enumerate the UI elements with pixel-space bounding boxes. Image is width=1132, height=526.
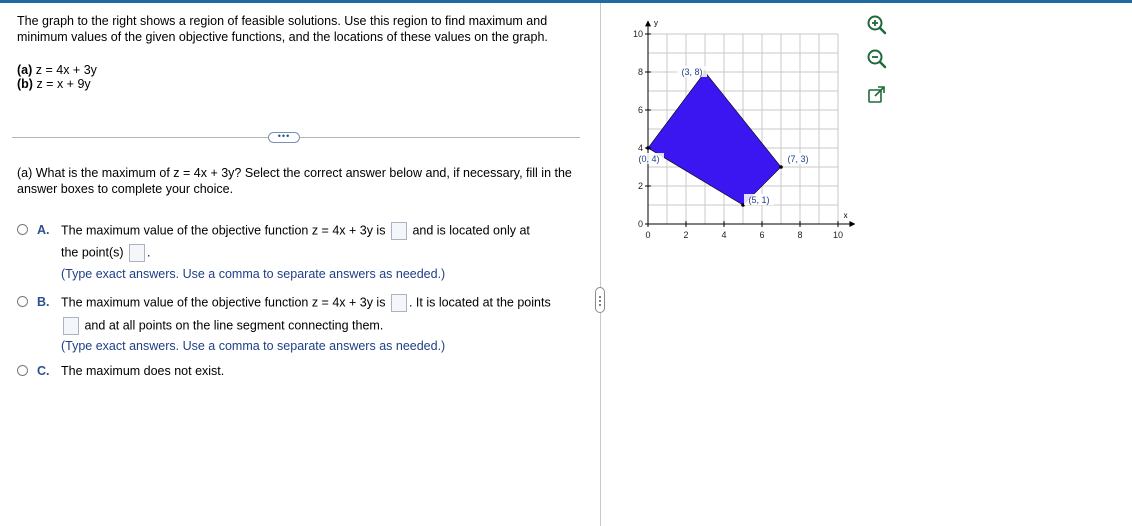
option-b-text2: . It is located at the points: [408, 295, 551, 310]
zoom-out-icon[interactable]: [866, 48, 888, 70]
option-b-text3: and at all points on the line segment connecting them.: [84, 318, 384, 333]
option-b-value-box[interactable]: [391, 294, 407, 312]
option-c-letter: C.: [37, 364, 50, 378]
x-tick-label: 4: [721, 230, 727, 240]
option-a-value-box[interactable]: [391, 222, 407, 240]
x-tick-label: 10: [832, 230, 844, 240]
option-b-hint: (Type exact answers. Use a comma to separate answers as needed.): [61, 339, 446, 353]
option-b-text1: The maximum value of the objective function z = 4x + 3y is: [61, 295, 386, 310]
question-pane: [0, 3, 600, 526]
option-a-points-box[interactable]: [129, 244, 145, 262]
function-a-expr: z = 4x + 3y: [35, 63, 97, 77]
option-a-line1: [61, 222, 530, 240]
option-b-points-box[interactable]: [63, 317, 79, 335]
function-b-label: (b): [17, 77, 33, 91]
y-tick-label: 6: [637, 105, 643, 115]
function-a-label: (a): [17, 63, 33, 77]
objective-function-b: [17, 77, 91, 91]
vertex-label: (0, 4): [638, 154, 660, 164]
vertex-point: [646, 146, 650, 150]
option-a-line2: [61, 244, 151, 262]
question-text: (a) What is the maximum of z = 4x + 3y? Select the correct answer below and, if necessary, fill in the answer boxes to complete your choice.: [17, 166, 572, 196]
x-tick-label: 2: [683, 230, 689, 240]
option-b-radio[interactable]: [17, 296, 28, 307]
option-a-text1: The maximum value of the objective function z = 4x + 3y is: [61, 223, 386, 238]
option-c-text: The maximum does not exist.: [61, 364, 225, 378]
y-tick-label: 8: [637, 67, 643, 77]
y-tick-label: 10: [632, 29, 643, 39]
x-tick-label: 6: [759, 230, 765, 240]
option-a-text2: and is located only at: [412, 223, 530, 238]
feasible-region: [648, 72, 781, 205]
function-b-expr: z = x + 9y: [36, 77, 91, 91]
objective-function-a: [17, 63, 97, 77]
pane-divider: [600, 3, 601, 526]
option-a-text3: the point(s): [61, 245, 124, 260]
option-b-line2: [61, 317, 383, 335]
vertex-label: (5, 1): [748, 195, 770, 205]
option-a-text3-end: .: [147, 245, 151, 260]
expand-handle[interactable]: •••: [268, 132, 300, 143]
y-tick-label: 2: [637, 181, 643, 191]
y-axis-arrow: [645, 20, 651, 26]
y-tick-label: 0: [637, 219, 643, 229]
pane-resize-handle[interactable]: [595, 287, 605, 313]
vertex-label: (3, 8): [681, 67, 703, 77]
popout-icon[interactable]: [866, 84, 888, 106]
x-tick-label: 8: [797, 230, 803, 240]
x-axis-arrow: [849, 221, 855, 227]
x-tick-label: 0: [645, 230, 651, 240]
option-a-letter: A.: [37, 223, 50, 237]
option-b-letter: B.: [37, 295, 50, 309]
vertex-point: [779, 165, 783, 169]
option-b-line1: [61, 294, 551, 312]
y-axis-label: y: [654, 18, 658, 28]
option-a-radio[interactable]: [17, 224, 28, 235]
problem-intro: The graph to the right shows a region of feasible solutions. Use this region to find maximum and minimum values of the given objective functions, and the locations of these values on the graph.: [17, 14, 548, 44]
y-tick-label: 4: [637, 143, 643, 153]
vertex-label: (7, 3): [787, 154, 809, 164]
zoom-in-icon[interactable]: [866, 14, 888, 36]
option-a-hint: (Type exact answers. Use a comma to separate answers as needed.): [61, 267, 446, 281]
option-c-radio[interactable]: [17, 365, 28, 376]
x-axis-label: x: [843, 211, 848, 220]
feasible-region-graph: [620, 12, 855, 242]
